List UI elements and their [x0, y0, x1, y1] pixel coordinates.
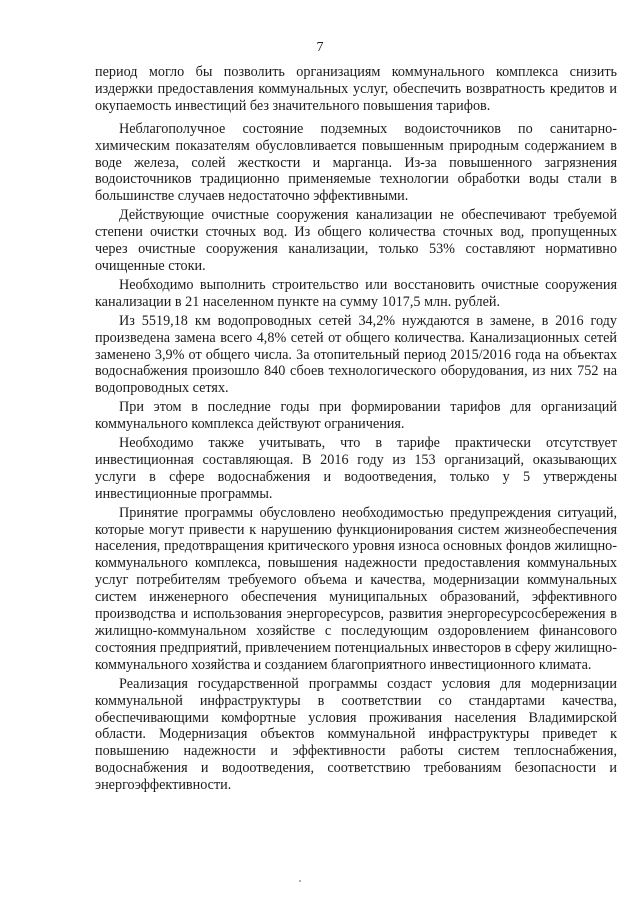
paragraph-tariff-restrictions: При этом в последние годы при формировании тарифов для организаций коммунального комплекса действуют ограничения.: [95, 399, 617, 433]
paragraph-program-implementation: Реализация государственной программы создаст условия для модернизации коммунальной инфраструктуры в соответствии со стандартами качества, обеспечивающими комфортные условия проживания населения Владимирской области. Модернизация объектов коммунальной инфраструктуры приведет к повышению надежности и эффективности работы систем теплоснабжения, водоснабжения и водоотведения, соответствию требованиям безопасности и энергоэффективности.: [95, 675, 617, 794]
paragraph-program-rationale: Принятие программы обусловлено необходимостью предупреждения ситуаций, которые могут привести к нарушению функционирования систем жизнеобеспечения населения, предотвращения критического уровня износа основных фондов жилищно-коммунального комплекса, повышения надежности предоставления коммунальных услуг потребителям требуемого объема и качества, модернизации коммунальных систем инженерного обеспечения муниципальных образований, эффективного производства и использования энергоресурсов, развития энергоресурсосбережения в жилищно-коммунальном хозяйстве с последующим оздоровлением финансового состояния предприятий, привлечением потенциальных инвесторов в сферу жилищно-коммунального хозяйства и созданием благоприятного инвестиционного климата.: [95, 504, 617, 673]
paragraph-water-sources: Неблагополучное состояние подземных водоисточников по санитарно-химическим показателям обусловливается повышенным природным содержанием в воде железа, солей жесткости и марганца. Из-за повышенного загрязнения водоисточников традиционно применяемые технологии обработки воды стали в большинстве случаев недостаточно эффективными.: [95, 120, 617, 205]
paragraph-network-replacement: Из 5519,18 км водопроводных сетей 34,2% нуждаются в замене, в 2016 году произведена замена всего 4,8% сетей от общего количества. Канализационных сетей заменено 3,9% от общего числа. За отопительный период 2015/2016 года на объектах водоснабжения произошло 840 сбоев технологического оборудования, из них 752 на водопроводных сетях.: [95, 312, 617, 397]
paragraph-treatment-facilities: Действующие очистные сооружения канализации не обеспечивают требуемой степени очистки сточных вод. Из общего количества сточных вод, пропущенных через очистные сооружения канализации, только 53% составляют нормативно очищенные стоки.: [95, 207, 617, 274]
document-body: [95, 64, 617, 796]
scan-speck: [299, 880, 301, 882]
page-number: 7: [316, 40, 324, 55]
paragraph-investment-component: Необходимо также учитывать, что в тарифе практически отсутствует инвестиционная составляющая. В 2016 году из 153 организаций, оказывающих услуги в сфере водоснабжения и водоотведения, только у 5 утверждены инвестиционные программы.: [95, 435, 617, 502]
paragraph-continuation: период могло бы позволить организациям коммунального комплекса снизить издержки предоставления коммунальных услуг, обеспечить возвратность кредитов и окупаемость инвестиций без значительного повышения тарифов.: [95, 64, 617, 114]
paragraph-construction-needed: Необходимо выполнить строительство или восстановить очистные сооружения канализации в 21 населенном пункте на сумму 1017,5 млн. рублей.: [95, 276, 617, 310]
